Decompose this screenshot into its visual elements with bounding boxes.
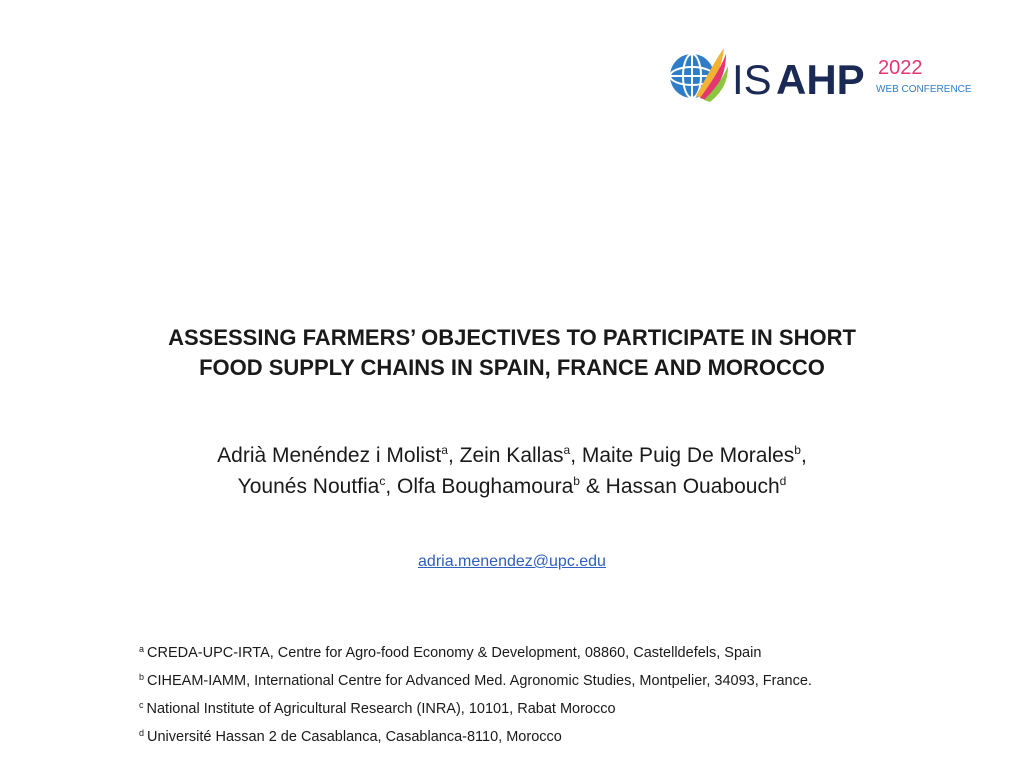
author-line-1 [0,440,1024,471]
conference-logo [666,44,976,106]
logo-brand-prefix: IS [732,56,772,103]
author-separator: , [800,444,807,467]
affiliation-marker: a [563,443,571,457]
author-separator: , [385,475,398,498]
contact-email [0,553,1024,571]
affiliation-marker: c [379,474,386,488]
affiliation-row [139,639,999,667]
email-link[interactable]: adria.menendez@upc.edu [418,553,606,570]
logo-brand-main: AHP [776,56,865,103]
title-line-2: FOOD SUPPLY CHAINS IN SPAIN, FRANCE AND MOROCCO [199,355,825,380]
author-separator: , [570,444,582,467]
author-name: Zein Kallas [459,444,564,467]
affiliation-marker: d [779,474,787,488]
author-name: Maite Puig De Morales [581,444,795,467]
affiliation-row [139,667,999,695]
author-separator: & [579,475,606,498]
affiliation-list [139,639,999,751]
author-name: Younés Noutfia [237,475,380,498]
affiliation-marker: a [139,644,145,654]
affiliation-text: CIHEAM-IAMM, International Centre for Advanced Med. Agronomic Studies, Montpelier, 34093, France. [147,673,812,689]
affiliation-text: CREDA-UPC-IRTA, Centre for Agro-food Economy & Development, 08860, Castelldefels, Spain [147,645,762,661]
affiliation-text: Université Hassan 2 de Casablanca, Casablanca-8110, Morocco [147,729,562,745]
title-line-1: ASSESSING FARMERS’ OBJECTIVES TO PARTICIPATE IN SHORT [168,325,856,350]
paper-title [0,323,1024,383]
affiliation-marker: a [441,443,448,457]
author-list [0,440,1024,502]
affiliation-row [139,695,999,723]
author-name: Adrià Menéndez i Molist [217,444,442,467]
affiliation-marker: b [794,443,801,457]
affiliation-text: National Institute of Agricultural Research (INRA), 10101, Rabat Morocco [146,701,616,717]
author-separator: , [447,444,460,467]
logo-year: 2022 [878,57,923,79]
affiliation-marker: c [139,700,144,710]
affiliation-marker: b [139,672,145,682]
isahp-logo-graphic [666,44,976,106]
author-name: Olfa Boughamoura [397,475,574,498]
affiliation-marker: b [573,474,580,488]
author-name: Hassan Ouabouch [605,475,780,498]
author-line-2 [0,471,1024,502]
logo-subtitle: WEB CONFERENCE [876,84,972,95]
affiliation-marker: d [139,728,145,738]
affiliation-row [139,723,999,751]
